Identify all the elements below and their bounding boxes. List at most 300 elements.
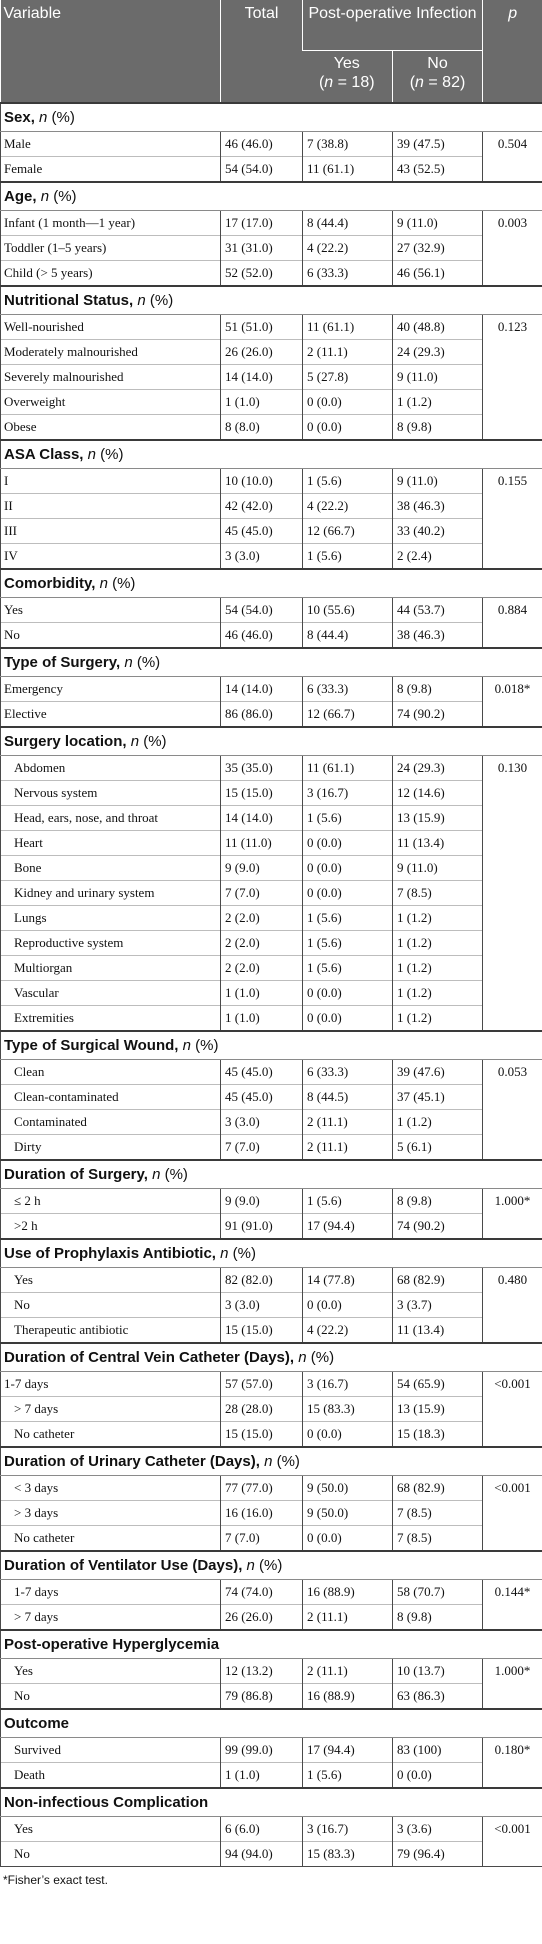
cell-p-value: 0.018* — [483, 677, 542, 702]
cell-total: 45 (45.0) — [221, 519, 303, 544]
cell-p-value — [483, 544, 542, 570]
cell-p-value — [483, 236, 542, 261]
cell-total: 14 (14.0) — [221, 677, 303, 702]
section-title-suffix: n (%) — [246, 1557, 283, 1574]
row-label: I — [1, 469, 221, 494]
cell-yes: 0 (0.0) — [303, 1006, 393, 1032]
cell-p-value — [483, 1605, 542, 1631]
row-label: IV — [1, 544, 221, 570]
section-title-text: Comorbidity, — [4, 575, 96, 592]
section-title-text: ASA Class, — [4, 446, 84, 463]
cell-no: 3 (3.6) — [393, 1817, 483, 1842]
section-title-text: Nutritional Status, — [4, 292, 134, 309]
cell-total: 51 (51.0) — [221, 315, 303, 340]
table-row — [1, 756, 542, 781]
cell-yes: 2 (11.1) — [303, 1605, 393, 1631]
section-title-suffix: n (%) — [137, 292, 174, 309]
cell-yes: 8 (44.4) — [303, 211, 393, 236]
row-label: Survived — [1, 1738, 221, 1763]
section-header — [1, 648, 542, 677]
section-header — [1, 1031, 542, 1060]
table-row — [1, 1763, 542, 1789]
section-title — [1, 1447, 542, 1476]
cell-p-value — [483, 1397, 542, 1422]
table-row — [1, 806, 542, 831]
cell-no: 9 (11.0) — [393, 365, 483, 390]
row-label: Kidney and urinary system — [1, 881, 221, 906]
cell-yes: 16 (88.9) — [303, 1580, 393, 1605]
row-label: Yes — [1, 1659, 221, 1684]
cell-p-value — [483, 1422, 542, 1448]
cell-p-value: 0.504 — [483, 132, 542, 157]
table-row — [1, 315, 542, 340]
table-row — [1, 1268, 542, 1293]
cell-yes: 1 (5.6) — [303, 956, 393, 981]
table-row — [1, 1605, 542, 1631]
cell-no: 1 (1.2) — [393, 1006, 483, 1032]
cell-p-value: 0.180* — [483, 1738, 542, 1763]
table-row — [1, 1372, 542, 1397]
section-header — [1, 569, 542, 598]
section-header — [1, 182, 542, 211]
cell-total: 77 (77.0) — [221, 1476, 303, 1501]
section-header — [1, 1630, 542, 1659]
section-title — [1, 1551, 542, 1580]
section-header — [1, 1788, 542, 1817]
table-row — [1, 261, 542, 287]
cell-yes: 0 (0.0) — [303, 415, 393, 441]
cell-no: 2 (2.4) — [393, 544, 483, 570]
cell-no: 33 (40.2) — [393, 519, 483, 544]
table-row — [1, 157, 542, 183]
cell-total: 1 (1.0) — [221, 1763, 303, 1789]
cell-yes: 2 (11.1) — [303, 1659, 393, 1684]
cell-no: 38 (46.3) — [393, 494, 483, 519]
section-title-text: Use of Prophylaxis Antibiotic, — [4, 1245, 216, 1262]
table-row — [1, 236, 542, 261]
section-title-suffix: n (%) — [298, 1349, 335, 1366]
cell-no: 37 (45.1) — [393, 1085, 483, 1110]
cell-p-value: <0.001 — [483, 1372, 542, 1397]
cell-yes: 8 (44.5) — [303, 1085, 393, 1110]
section-title-text: Outcome — [4, 1715, 70, 1732]
row-label: > 3 days — [1, 1501, 221, 1526]
cell-yes: 3 (16.7) — [303, 1372, 393, 1397]
header-yes — [303, 51, 393, 104]
cell-yes: 1 (5.6) — [303, 469, 393, 494]
table-row — [1, 1580, 542, 1605]
row-label: Emergency — [1, 677, 221, 702]
cell-no: 15 (18.3) — [393, 1422, 483, 1448]
cell-yes: 0 (0.0) — [303, 856, 393, 881]
section-title-suffix: n (%) — [152, 1166, 188, 1183]
section-header — [1, 1239, 542, 1268]
cell-total: 9 (9.0) — [221, 1189, 303, 1214]
table-row — [1, 1110, 542, 1135]
table-row — [1, 1293, 542, 1318]
table-row — [1, 1397, 542, 1422]
row-label: No catheter — [1, 1422, 221, 1448]
section-title — [1, 440, 542, 469]
header-no — [393, 51, 483, 104]
cell-no: 8 (9.8) — [393, 1189, 483, 1214]
cell-p-value — [483, 702, 542, 728]
cell-no: 24 (29.3) — [393, 756, 483, 781]
cell-yes: 0 (0.0) — [303, 390, 393, 415]
row-label: II — [1, 494, 221, 519]
cell-no: 11 (13.4) — [393, 831, 483, 856]
section-title — [1, 1630, 542, 1659]
cell-p-value: 0.123 — [483, 315, 542, 340]
section-title — [1, 648, 542, 677]
row-label: Therapeutic antibiotic — [1, 1318, 221, 1344]
table-row — [1, 365, 542, 390]
table-row — [1, 598, 542, 623]
cell-total: 31 (31.0) — [221, 236, 303, 261]
row-label: Yes — [1, 598, 221, 623]
cell-yes: 15 (83.3) — [303, 1842, 393, 1867]
cell-no: 1 (1.2) — [393, 390, 483, 415]
section-title-text: Type of Surgery, — [4, 654, 121, 671]
table-row — [1, 415, 542, 441]
cell-total: 42 (42.0) — [221, 494, 303, 519]
cell-yes: 6 (33.3) — [303, 677, 393, 702]
cell-p-value — [483, 856, 542, 881]
row-label: Severely malnourished — [1, 365, 221, 390]
cell-total: 3 (3.0) — [221, 1293, 303, 1318]
row-label: Head, ears, nose, and throat — [1, 806, 221, 831]
cell-total: 7 (7.0) — [221, 881, 303, 906]
section-title-text: Duration of Urinary Catheter (Days), — [4, 1453, 260, 1470]
section-title-suffix: n (%) — [87, 446, 124, 463]
cell-no: 3 (3.7) — [393, 1293, 483, 1318]
cell-no: 8 (9.8) — [393, 677, 483, 702]
cell-yes: 6 (33.3) — [303, 1060, 393, 1085]
cell-yes: 8 (44.4) — [303, 623, 393, 649]
cell-yes: 10 (55.6) — [303, 598, 393, 623]
table-row — [1, 340, 542, 365]
cell-yes: 15 (83.3) — [303, 1397, 393, 1422]
cell-total: 82 (82.0) — [221, 1268, 303, 1293]
cell-no: 43 (52.5) — [393, 157, 483, 183]
header-p-value: p — [483, 0, 542, 103]
table-row — [1, 1006, 542, 1032]
section-title-text: Age, — [4, 188, 37, 205]
cell-no: 79 (96.4) — [393, 1842, 483, 1867]
row-label: Lungs — [1, 906, 221, 931]
table-row — [1, 981, 542, 1006]
section-title — [1, 103, 542, 132]
cell-total: 8 (8.0) — [221, 415, 303, 441]
cell-p-value — [483, 415, 542, 441]
cell-total: 14 (14.0) — [221, 806, 303, 831]
cell-no: 8 (9.8) — [393, 415, 483, 441]
cell-no: 1 (1.2) — [393, 981, 483, 1006]
cell-total: 7 (7.0) — [221, 1135, 303, 1161]
cell-yes: 2 (11.1) — [303, 340, 393, 365]
cell-yes: 9 (50.0) — [303, 1501, 393, 1526]
cell-yes: 1 (5.6) — [303, 544, 393, 570]
section-title-suffix: n (%) — [40, 188, 77, 205]
section-title — [1, 1031, 542, 1060]
section-title-suffix: n (%) — [99, 575, 136, 592]
row-label: Yes — [1, 1268, 221, 1293]
cell-total: 28 (28.0) — [221, 1397, 303, 1422]
section-title — [1, 1239, 542, 1268]
section-header — [1, 1551, 542, 1580]
cell-total: 15 (15.0) — [221, 1422, 303, 1448]
cell-no: 74 (90.2) — [393, 1214, 483, 1240]
cell-yes: 1 (5.6) — [303, 806, 393, 831]
section-title — [1, 569, 542, 598]
table-row — [1, 1189, 542, 1214]
cell-no: 7 (8.5) — [393, 1526, 483, 1552]
cell-yes: 14 (77.8) — [303, 1268, 393, 1293]
cell-total: 46 (46.0) — [221, 623, 303, 649]
section-title-suffix: n (%) — [182, 1037, 219, 1054]
cell-p-value — [483, 1318, 542, 1344]
cell-no: 9 (11.0) — [393, 856, 483, 881]
cell-yes: 1 (5.6) — [303, 931, 393, 956]
row-label: Multiorgan — [1, 956, 221, 981]
row-label: Elective — [1, 702, 221, 728]
row-label: Male — [1, 132, 221, 157]
table-row — [1, 1659, 542, 1684]
cell-p-value — [483, 1214, 542, 1240]
cell-p-value — [483, 1763, 542, 1789]
row-label: Moderately malnourished — [1, 340, 221, 365]
cell-p-value: 0.003 — [483, 211, 542, 236]
row-label: Clean — [1, 1060, 221, 1085]
cell-total: 86 (86.0) — [221, 702, 303, 728]
cell-no: 0 (0.0) — [393, 1763, 483, 1789]
cell-yes: 0 (0.0) — [303, 1526, 393, 1552]
table-row — [1, 931, 542, 956]
cell-p-value — [483, 1501, 542, 1526]
header-no-n: (n = 82) — [409, 74, 466, 91]
cell-no: 13 (15.9) — [393, 806, 483, 831]
table-row — [1, 1135, 542, 1161]
row-label: Overweight — [1, 390, 221, 415]
cell-total: 15 (15.0) — [221, 1318, 303, 1344]
cell-yes: 1 (5.6) — [303, 906, 393, 931]
row-label: 1-7 days — [1, 1372, 221, 1397]
table-row — [1, 211, 542, 236]
cell-total: 1 (1.0) — [221, 1006, 303, 1032]
cell-total: 35 (35.0) — [221, 756, 303, 781]
table-row — [1, 1060, 542, 1085]
section-title-text: Duration of Surgery, — [4, 1166, 148, 1183]
row-label: Well-nourished — [1, 315, 221, 340]
cell-total: 2 (2.0) — [221, 931, 303, 956]
cell-total: 2 (2.0) — [221, 956, 303, 981]
cell-yes: 11 (61.1) — [303, 315, 393, 340]
section-header — [1, 440, 542, 469]
cell-p-value: <0.001 — [483, 1817, 542, 1842]
cell-p-value — [483, 906, 542, 931]
cell-p-value — [483, 1135, 542, 1161]
row-label: Nervous system — [1, 781, 221, 806]
cell-no: 68 (82.9) — [393, 1476, 483, 1501]
row-label: Vascular — [1, 981, 221, 1006]
cell-total: 26 (26.0) — [221, 340, 303, 365]
row-label: Child (> 5 years) — [1, 261, 221, 287]
table-row — [1, 1476, 542, 1501]
section-title-text: Duration of Central Vein Catheter (Days), — [4, 1349, 295, 1366]
table-row — [1, 881, 542, 906]
row-label: > 7 days — [1, 1605, 221, 1631]
section-title-text: Sex, — [4, 109, 35, 126]
row-label: Heart — [1, 831, 221, 856]
section-header — [1, 727, 542, 756]
cell-no: 1 (1.2) — [393, 931, 483, 956]
cell-total: 57 (57.0) — [221, 1372, 303, 1397]
cell-yes: 11 (61.1) — [303, 756, 393, 781]
section-title-text: Surgery location, — [4, 733, 127, 750]
cell-no: 12 (14.6) — [393, 781, 483, 806]
section-title — [1, 182, 542, 211]
cell-no: 40 (48.8) — [393, 315, 483, 340]
table-row — [1, 956, 542, 981]
cell-yes: 16 (88.9) — [303, 1684, 393, 1710]
cell-no: 83 (100) — [393, 1738, 483, 1763]
table-row — [1, 544, 542, 570]
table-row — [1, 469, 542, 494]
header-variable: Variable — [1, 0, 221, 103]
cell-p-value — [483, 881, 542, 906]
cell-yes: 17 (94.4) — [303, 1738, 393, 1763]
table-row — [1, 623, 542, 649]
cell-no: 27 (32.9) — [393, 236, 483, 261]
row-label: < 3 days — [1, 1476, 221, 1501]
cell-yes: 1 (5.6) — [303, 1189, 393, 1214]
cell-no: 7 (8.5) — [393, 881, 483, 906]
section-title — [1, 727, 542, 756]
footnote: *Fisher’s exact test. — [3, 1873, 108, 1887]
cell-no: 54 (65.9) — [393, 1372, 483, 1397]
cell-yes: 12 (66.7) — [303, 519, 393, 544]
cell-total: 9 (9.0) — [221, 856, 303, 881]
cell-no: 7 (8.5) — [393, 1501, 483, 1526]
section-title — [1, 1709, 542, 1738]
cell-p-value: 0.053 — [483, 1060, 542, 1085]
table-row — [1, 856, 542, 881]
cell-p-value — [483, 340, 542, 365]
cell-p-value — [483, 781, 542, 806]
row-label: Contaminated — [1, 1110, 221, 1135]
cell-no: 1 (1.2) — [393, 1110, 483, 1135]
header-no-label: No — [427, 55, 448, 72]
cell-yes: 0 (0.0) — [303, 881, 393, 906]
cell-total: 54 (54.0) — [221, 598, 303, 623]
section-title — [1, 1160, 542, 1189]
cell-total: 11 (11.0) — [221, 831, 303, 856]
cell-no: 9 (11.0) — [393, 469, 483, 494]
cell-p-value — [483, 1842, 542, 1867]
section-title-suffix: n (%) — [124, 654, 161, 671]
row-label: Extremities — [1, 1006, 221, 1032]
cell-p-value — [483, 831, 542, 856]
cell-p-value: 0.130 — [483, 756, 542, 781]
section-title-suffix: n (%) — [220, 1245, 256, 1262]
cell-no: 9 (11.0) — [393, 211, 483, 236]
table-row — [1, 1526, 542, 1552]
row-label: Infant (1 month—1 year) — [1, 211, 221, 236]
cell-no: 10 (13.7) — [393, 1659, 483, 1684]
cell-total: 52 (52.0) — [221, 261, 303, 287]
cell-p-value — [483, 931, 542, 956]
table-header — [1, 0, 542, 103]
row-label: Clean-contaminated — [1, 1085, 221, 1110]
cell-yes: 3 (16.7) — [303, 781, 393, 806]
cell-total: 7 (7.0) — [221, 1526, 303, 1552]
section-title-text: Duration of Ventilator Use (Days), — [4, 1557, 243, 1574]
section-title-text: Non-infectious Complication — [4, 1794, 209, 1811]
cell-p-value — [483, 1085, 542, 1110]
cell-p-value — [483, 1110, 542, 1135]
cell-total: 1 (1.0) — [221, 981, 303, 1006]
header-yes-n: (n = 18) — [318, 74, 375, 91]
cell-p-value — [483, 1006, 542, 1032]
cell-no: 39 (47.5) — [393, 132, 483, 157]
header-post-operative-infection: Post-operative Infection — [303, 0, 483, 51]
section-header — [1, 286, 542, 315]
section-header — [1, 1160, 542, 1189]
cell-total: 3 (3.0) — [221, 1110, 303, 1135]
cell-p-value: <0.001 — [483, 1476, 542, 1501]
cell-no: 58 (70.7) — [393, 1580, 483, 1605]
cell-total: 45 (45.0) — [221, 1060, 303, 1085]
cell-no: 24 (29.3) — [393, 340, 483, 365]
row-label: No — [1, 1293, 221, 1318]
table-row — [1, 132, 542, 157]
cell-yes: 0 (0.0) — [303, 981, 393, 1006]
cell-total: 79 (86.8) — [221, 1684, 303, 1710]
cell-yes: 12 (66.7) — [303, 702, 393, 728]
cell-total: 99 (99.0) — [221, 1738, 303, 1763]
section-title-suffix: n (%) — [130, 733, 167, 750]
table-row — [1, 1085, 542, 1110]
cell-total: 16 (16.0) — [221, 1501, 303, 1526]
row-label: III — [1, 519, 221, 544]
header-yes-label: Yes — [333, 55, 360, 72]
cell-yes: 4 (22.2) — [303, 236, 393, 261]
table-row — [1, 906, 542, 931]
cell-p-value — [483, 494, 542, 519]
section-title-suffix: n (%) — [264, 1453, 300, 1470]
section-title — [1, 286, 542, 315]
table-row — [1, 494, 542, 519]
cell-total: 26 (26.0) — [221, 1605, 303, 1631]
cell-p-value: 0.480 — [483, 1268, 542, 1293]
cell-p-value — [483, 1293, 542, 1318]
row-label: No — [1, 623, 221, 649]
cell-no: 5 (6.1) — [393, 1135, 483, 1161]
cell-total: 14 (14.0) — [221, 365, 303, 390]
row-label: Bone — [1, 856, 221, 881]
cell-yes: 2 (11.1) — [303, 1135, 393, 1161]
row-label: Death — [1, 1763, 221, 1789]
cell-p-value — [483, 365, 542, 390]
cell-total: 94 (94.0) — [221, 1842, 303, 1867]
section-title-suffix: n (%) — [39, 109, 75, 126]
cell-yes: 0 (0.0) — [303, 831, 393, 856]
row-label: Abdomen — [1, 756, 221, 781]
row-label: Reproductive system — [1, 931, 221, 956]
cell-p-value — [483, 981, 542, 1006]
cell-no: 63 (86.3) — [393, 1684, 483, 1710]
table-row — [1, 1318, 542, 1344]
